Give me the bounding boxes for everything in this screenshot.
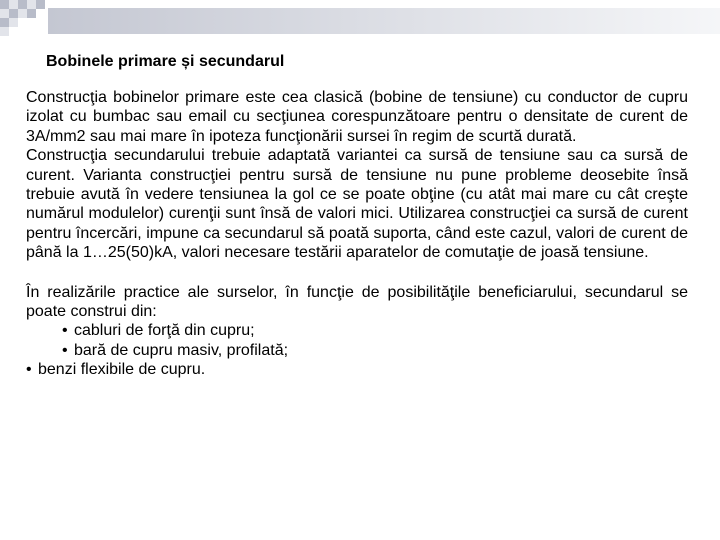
deco-square xyxy=(0,9,9,18)
list-item-text: bară de cupru masiv, profilată; xyxy=(74,341,289,359)
deco-square xyxy=(0,18,9,27)
list-item xyxy=(26,360,688,379)
paragraph-practical-realizations: În realizările practice ale surselor, în funcţie de posibilităţile beneficiarului, secundarul se poate construi din: xyxy=(26,283,688,321)
list-item xyxy=(26,341,688,360)
bullet-icon: • xyxy=(26,361,32,379)
material-list xyxy=(26,321,688,379)
slide-body xyxy=(26,88,688,380)
slide-title: Bobinele primare și secundarul xyxy=(46,53,285,70)
deco-square xyxy=(27,9,36,18)
bullet-icon: • xyxy=(62,322,68,340)
deco-square xyxy=(0,0,9,9)
deco-square xyxy=(9,9,18,18)
paragraph-primary-coils: Construcţia bobinelor primare este cea clasică (bobine de tensiune) cu conductor de cupru izolat cu bumbac sau email cu secţiunea corespunzătoare pentru o densitate de curent de 3A/mm2 sau mai mare în ipoteza funcţionării sursei în regim de scurtă durată. xyxy=(26,89,688,145)
list-item xyxy=(26,321,688,340)
bullet-icon: • xyxy=(62,341,68,359)
deco-square xyxy=(9,18,18,27)
deco-square xyxy=(36,0,45,9)
header-decoration xyxy=(0,0,720,40)
deco-square xyxy=(27,0,36,9)
list-item-text: benzi flexibile de cupru. xyxy=(38,361,206,379)
deco-square xyxy=(18,9,27,18)
deco-square xyxy=(18,0,27,9)
deco-square xyxy=(9,0,18,9)
paragraph-secondary-construction: Construcţia secundarului trebuie adaptată variantei ca sursă de tensiune sau ca sursă de curent. Varianta construcţiei pentru sursă de tensiune nu pune probleme deosebite însă trebuie avută în vedere tensiunea la gol ce se poate obţine (cu atât mai mare cu cât creşte numărul modulelor) curenţii sunt însă de valori mici. Utilizarea construcţiei ca sursă de curent pentru încercări, impune ca secundarul să poată suporta, când este cazul, valori de curent de până la 1…25(50)kA, valori necesare testării aparatelor de comutaţie de joasă tensiune. xyxy=(26,147,688,262)
list-item-text: cabluri de forţă din cupru; xyxy=(74,322,255,340)
deco-square xyxy=(0,27,9,36)
deco-gradient-bar xyxy=(48,8,720,34)
